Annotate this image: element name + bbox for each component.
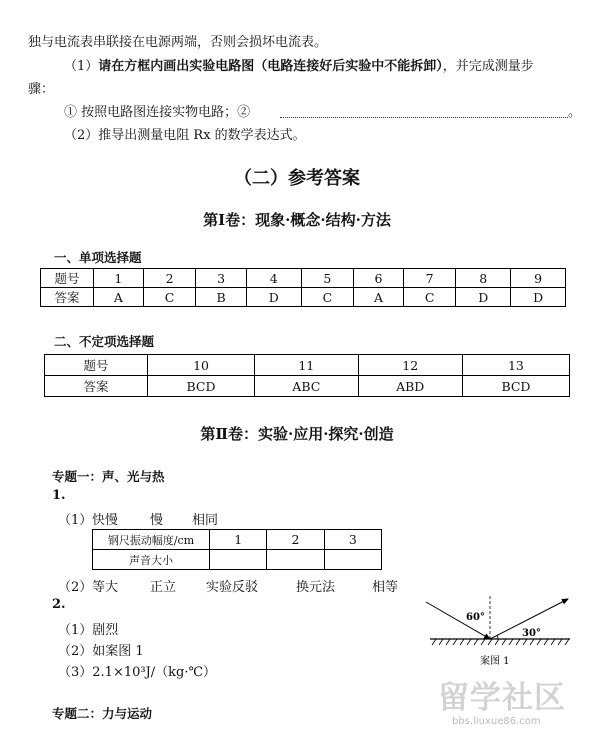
multi-choice-number-row <box>45 355 570 376</box>
question-2-line: （2）推导出测量电阻 Rx 的数学表达式。 <box>64 128 306 143</box>
amplitude-value-cell: 2 <box>267 530 324 550</box>
topic-1-heading: 专题一：声、光与热 <box>52 469 165 484</box>
single-choice-table <box>40 268 566 307</box>
loudness-label-cell: 声音大小 <box>93 550 210 570</box>
single-choice-number-row <box>41 269 566 288</box>
number-cell: 11 <box>255 355 359 376</box>
loudness-row <box>93 550 382 570</box>
single-choice-answer-row <box>41 288 566 307</box>
step-end-mark: 。 <box>568 105 582 120</box>
q1-answer-word: 慢 <box>150 513 164 528</box>
topic-1-question-1-label: 1. <box>52 488 66 503</box>
step-line: ① 按照电路图连接实物电路；② <box>64 105 251 120</box>
multi-choice-heading: 二、不定项选择题 <box>54 334 155 349</box>
answer-cell: B <box>196 288 247 307</box>
q1-part-2-word: 正立 <box>150 580 177 595</box>
answer-cell: D <box>456 288 511 307</box>
part-2-title: 第Ⅱ卷：实验·应用·探究·创造 <box>200 425 394 443</box>
topic-2-heading: 专题二：力与运动 <box>52 706 153 721</box>
number-cell: 6 <box>354 269 404 288</box>
number-cell: 12 <box>358 355 462 376</box>
number-cell: 1 <box>94 269 144 288</box>
amplitude-value-cell: 3 <box>324 530 381 550</box>
multi-choice-answer-row <box>45 376 570 397</box>
answer-label-cell: 答案 <box>41 288 94 307</box>
answer-cell: BCD <box>462 376 569 397</box>
answer-cell: D <box>246 288 301 307</box>
number-cell: 8 <box>456 269 511 288</box>
answer-cell: D <box>511 288 566 307</box>
q2-part-1: （1）剧烈 <box>58 623 119 638</box>
q1-part-2-word: 实验反驳 <box>206 580 259 595</box>
watermark-logo: 留学社区 <box>438 680 566 716</box>
q1-part-2-word: 相等 <box>372 580 399 595</box>
amplitude-value-cell: 1 <box>210 530 267 550</box>
intro-line: 独与电流表串联接在电源两端，否则会损坏电流表。 <box>28 35 328 50</box>
answer-cell: C <box>301 288 354 307</box>
amplitude-label-cell: 钢尺振动幅度/cm <box>93 530 210 550</box>
angle-label-30: 30° <box>522 628 541 639</box>
answer-cell: A <box>94 288 144 307</box>
loudness-value-cell <box>324 550 381 570</box>
multi-choice-table <box>44 354 570 397</box>
question-1-rest-text: ，并完成测量步 <box>442 59 534 74</box>
q1-part-2-word: 等大 <box>92 580 119 595</box>
number-cell: 9 <box>511 269 566 288</box>
answer-cell: BCD <box>148 376 255 397</box>
answer-cell: C <box>143 288 196 307</box>
number-cell: 7 <box>403 269 456 288</box>
q2-part-2: （2）如案图 1 <box>58 644 144 659</box>
reflection-figure <box>410 594 586 674</box>
loudness-value-cell <box>267 550 324 570</box>
number-cell: 2 <box>143 269 196 288</box>
number-label-cell: 题号 <box>45 355 148 376</box>
topic-1-question-2-label: 2. <box>52 597 66 612</box>
single-choice-heading: 一、单项选择题 <box>54 250 142 265</box>
section-title: （二）参考答案 <box>234 168 360 189</box>
number-cell: 10 <box>148 355 255 376</box>
q1-part-2-word: 换元法 <box>296 580 336 595</box>
question-1-number: （1） <box>64 59 99 74</box>
q2-part-3: （3）2.1×10³J/（kg·℃） <box>58 665 217 680</box>
number-label-cell: 题号 <box>41 269 94 288</box>
number-cell: 4 <box>246 269 301 288</box>
question-1-line <box>64 55 534 74</box>
q1-part-1-number: （1） <box>58 513 93 528</box>
answer-label-cell: 答案 <box>45 376 148 397</box>
answer-cell: ABC <box>255 376 359 397</box>
watermark-url: bbs.liuxue86.com <box>452 716 541 727</box>
q1-answer-word: 相同 <box>192 513 219 528</box>
number-cell: 13 <box>462 355 569 376</box>
amplitude-table <box>92 529 382 570</box>
question-1-continuation: 骤： <box>28 82 55 97</box>
figure-caption: 案图 1 <box>480 656 510 667</box>
answer-cell: C <box>403 288 456 307</box>
answer-cell: A <box>354 288 404 307</box>
loudness-value-cell <box>210 550 267 570</box>
fill-in-dotted-line <box>280 117 568 118</box>
number-cell: 5 <box>301 269 354 288</box>
answer-cell: ABD <box>358 376 462 397</box>
q1-answer-word: 快慢 <box>92 513 119 528</box>
angle-label-60: 60° <box>466 612 485 623</box>
amplitude-row <box>93 530 382 550</box>
mirror-hatching <box>432 639 569 645</box>
part-1-title: 第Ⅰ卷：现象·概念·结构·方法 <box>203 211 391 229</box>
number-cell: 3 <box>196 269 247 288</box>
question-1-bold-text: 请在方框内画出实验电路图（电路连接好后实验中不能拆卸） <box>98 59 443 74</box>
q1-part-2-number: （2） <box>58 580 93 595</box>
